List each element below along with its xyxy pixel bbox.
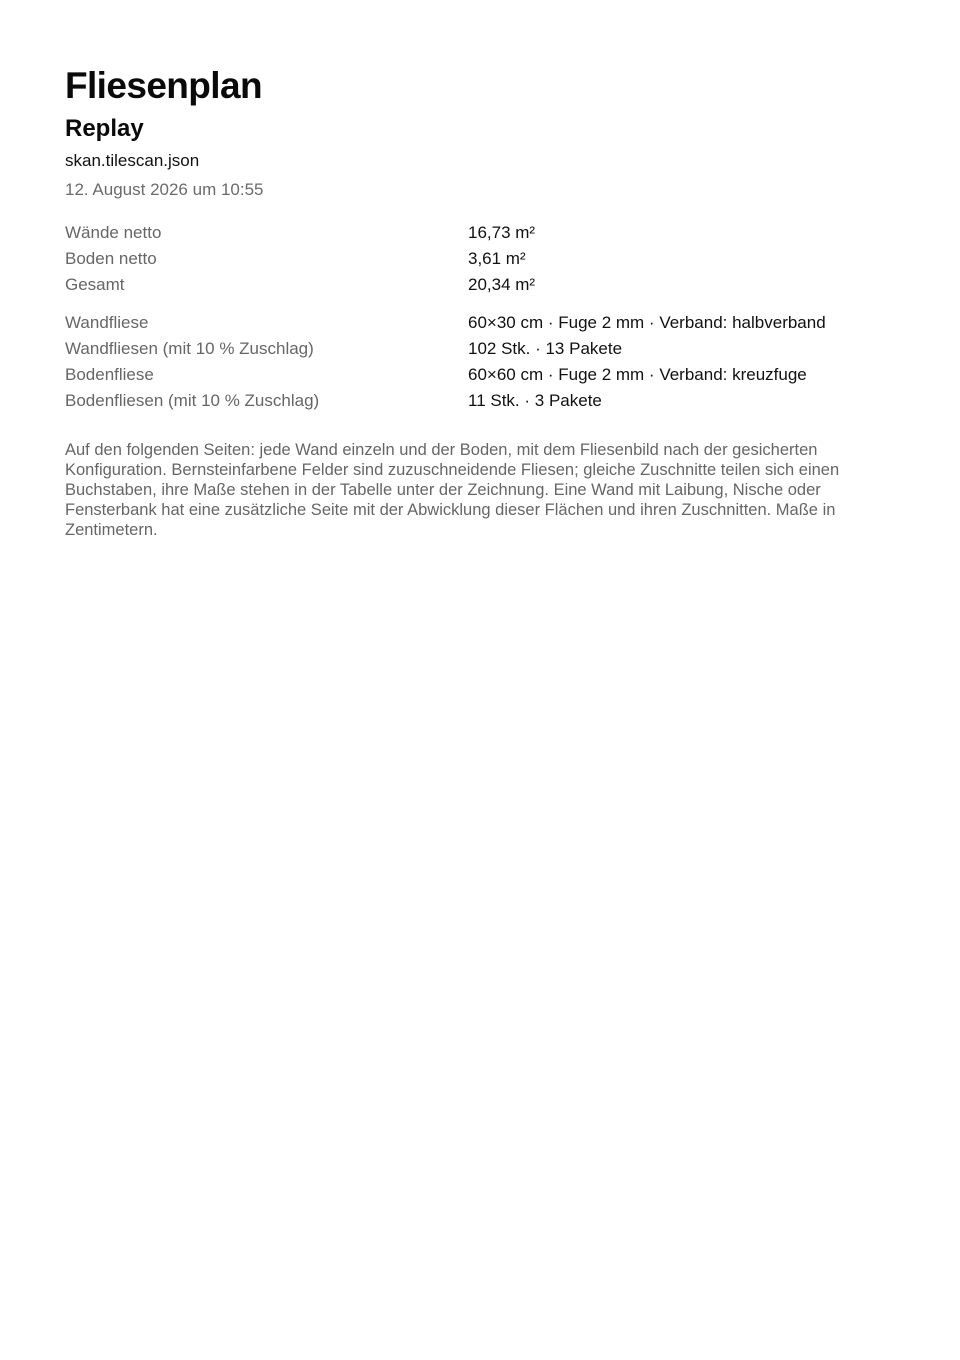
source-filename: skan.tilescan.json bbox=[65, 151, 200, 170]
area-value: 3,61 m² bbox=[468, 249, 526, 268]
tile-label: Wandfliese bbox=[65, 313, 149, 332]
tile-label: Bodenfliese bbox=[65, 365, 154, 384]
area-value: 16,73 m² bbox=[468, 223, 536, 242]
area-value: 20,34 m² bbox=[468, 275, 536, 294]
area-summary bbox=[65, 220, 895, 298]
area-row-walls bbox=[65, 220, 895, 246]
tile-summary bbox=[65, 310, 895, 414]
tile-label: Bodenfliesen (mit 10 % Zuschlag) bbox=[65, 391, 320, 410]
tile-value: 102 Stk. · 13 Pakete bbox=[468, 339, 623, 358]
tile-row-floor-tile bbox=[65, 362, 895, 388]
document-subtitle: Replay bbox=[65, 115, 144, 142]
area-row-floor bbox=[65, 246, 895, 272]
tile-row-floor-count bbox=[65, 388, 895, 414]
area-row-total bbox=[65, 272, 895, 298]
explanatory-note: Auf den folgenden Seiten: jede Wand einzeln und der Boden, mit dem Fliesenbild nach der gesicherten Konfiguration. Bernsteinfarbene Felder sind zuzuschneidende Fliesen; gleiche Zuschnitte teilen sich einen Buchstaben, ihre Maße stehen in der Tabelle unter der Zeichnung. Eine Wand mit Laibung, Nische oder Fensterbank hat eine zusätzliche Seite mit der Abwicklung dieser Flächen und ihren Zuschnitten. Maße in Zentimetern. bbox=[65, 441, 840, 539]
area-label: Boden netto bbox=[65, 249, 157, 268]
document-title: Fliesenplan bbox=[65, 65, 262, 106]
tile-value: 60×60 cm · Fuge 2 mm · Verband: kreuzfuge bbox=[468, 365, 807, 384]
tile-row-wall-count bbox=[65, 336, 895, 362]
area-label: Wände netto bbox=[65, 223, 162, 242]
tile-label: Wandfliesen (mit 10 % Zuschlag) bbox=[65, 339, 314, 358]
tile-value: 60×30 cm · Fuge 2 mm · Verband: halbverband bbox=[468, 313, 826, 332]
tile-value: 11 Stk. · 3 Pakete bbox=[468, 391, 602, 410]
tile-row-wall-tile bbox=[65, 310, 895, 336]
area-label: Gesamt bbox=[65, 275, 125, 294]
document-page bbox=[65, 62, 895, 557]
document-date: 12. August 2026 um 10:55 bbox=[65, 180, 264, 199]
